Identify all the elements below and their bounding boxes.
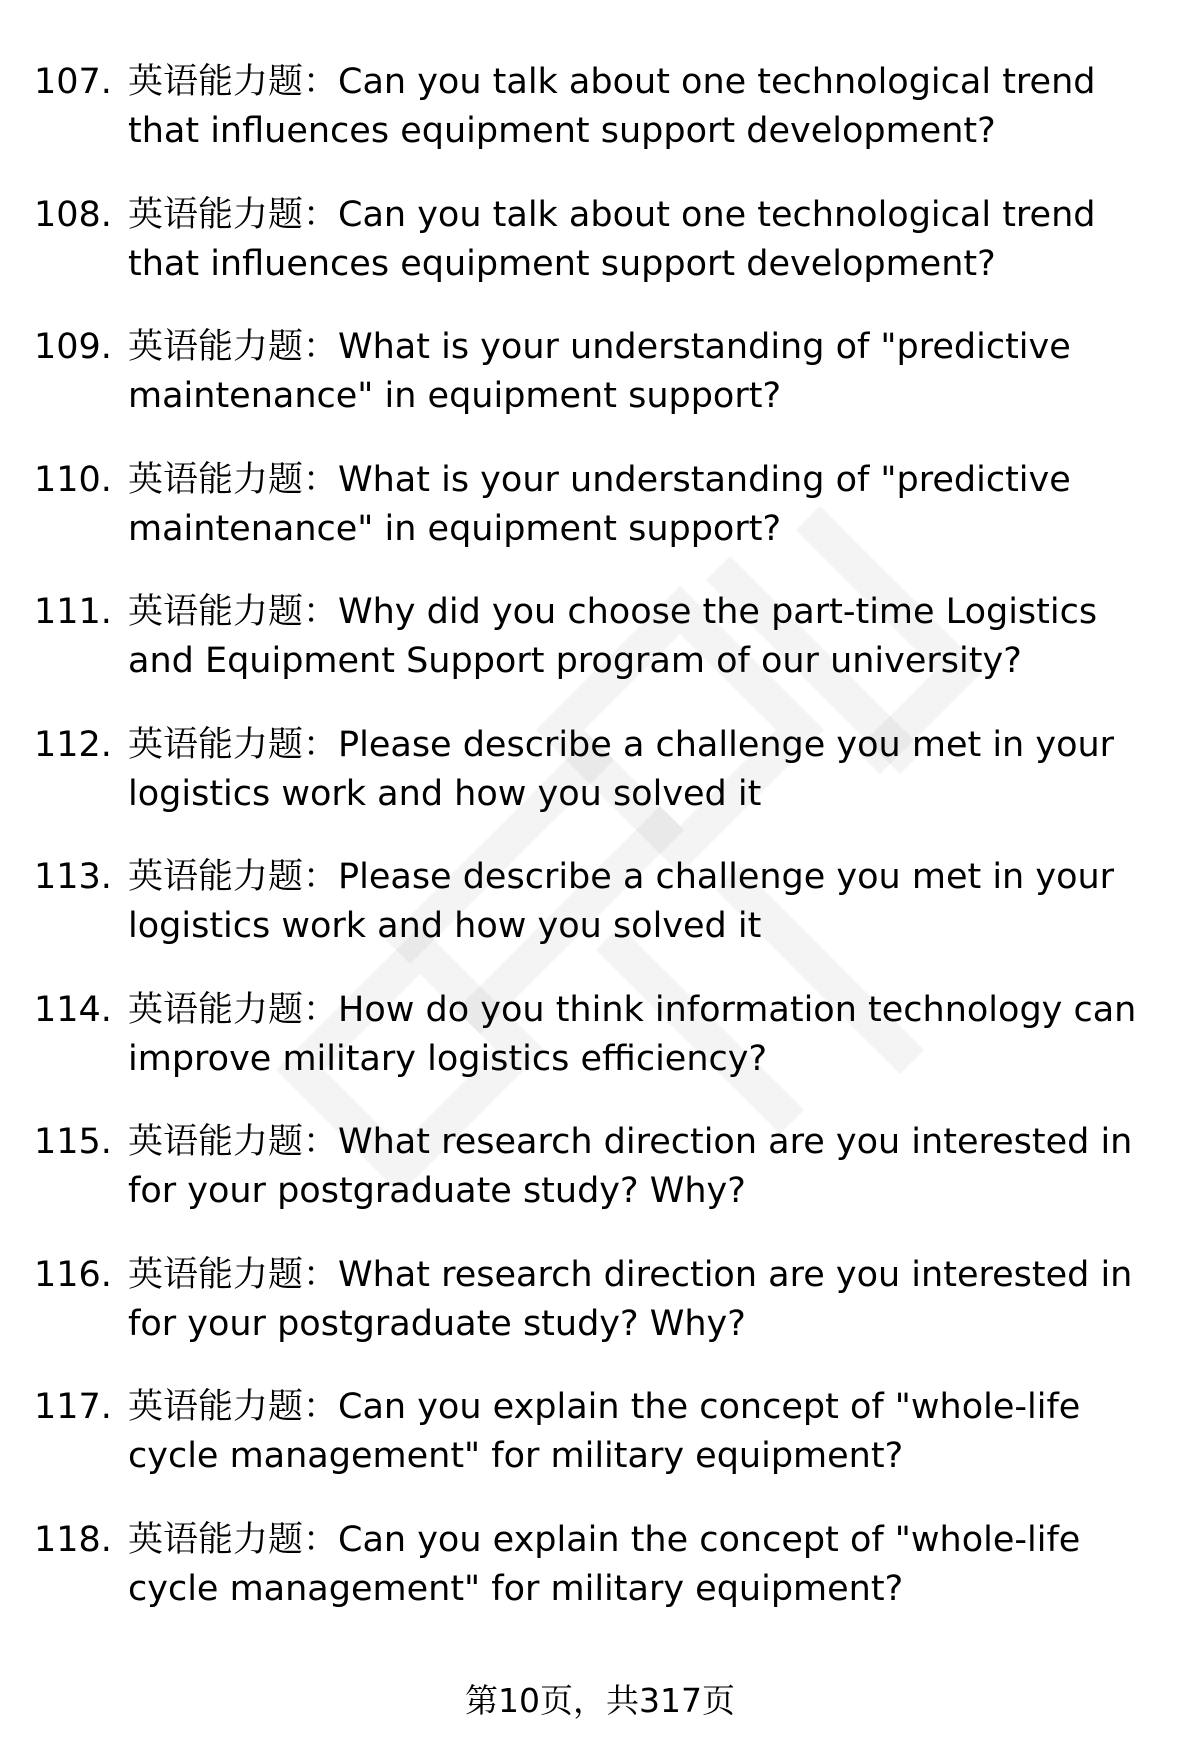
question-item xyxy=(0,1383,1200,1516)
question-text: Please describe a challenge you met in your logistics work and how you solved it xyxy=(128,724,1115,814)
question-text: Can you explain the concept of "whole-life cycle management" for military equipment? xyxy=(128,1519,1081,1609)
question-body xyxy=(128,1118,1173,1216)
question-prefix: 英语能力题： xyxy=(128,857,339,897)
question-body xyxy=(128,986,1173,1084)
question-body xyxy=(128,58,1173,156)
question-list xyxy=(0,58,1200,1648)
question-body xyxy=(128,1516,1173,1614)
question-prefix: 英语能力题： xyxy=(128,1519,339,1560)
question-item xyxy=(0,588,1200,721)
question-number: 116. xyxy=(34,1254,112,1295)
question-number: 112. xyxy=(34,724,112,765)
question-body xyxy=(128,853,1173,951)
question-number: 114. xyxy=(34,989,112,1030)
page-indicator: 第10页，共317页 xyxy=(465,1681,735,1720)
question-body xyxy=(128,1383,1173,1481)
question-number: 113. xyxy=(34,857,112,897)
question-text: Can you talk about one technological trend that influences equipment support development? xyxy=(128,194,1096,284)
question-item xyxy=(0,721,1200,854)
question-item xyxy=(0,986,1200,1119)
question-text: What is your understanding of "predictive maintenance" in equipment support? xyxy=(128,327,1071,416)
question-prefix: 英语能力题： xyxy=(128,592,339,632)
question-item xyxy=(0,853,1200,986)
question-body xyxy=(128,721,1173,819)
question-item xyxy=(0,191,1200,324)
question-item xyxy=(0,323,1200,456)
question-text: Why did you choose the part-time Logistics and Equipment Support program of our university? xyxy=(128,592,1098,681)
question-prefix: 英语能力题： xyxy=(128,194,339,235)
question-item xyxy=(0,1251,1200,1384)
question-text: Please describe a challenge you met in your logistics work and how you solved it xyxy=(128,857,1115,946)
question-text: Can you explain the concept of "whole-life cycle management" for military equipment? xyxy=(128,1387,1081,1476)
question-item xyxy=(0,456,1200,589)
question-number: 115. xyxy=(34,1122,112,1162)
question-item xyxy=(0,58,1200,191)
question-prefix: 英语能力题： xyxy=(128,327,339,367)
question-number: 107. xyxy=(34,62,112,102)
question-number: 109. xyxy=(34,327,112,367)
question-number: 118. xyxy=(34,1519,112,1560)
question-text: How do you think information technology can improve military logistics efficiency? xyxy=(128,989,1137,1079)
question-prefix: 英语能力题： xyxy=(128,62,339,102)
question-prefix: 英语能力题： xyxy=(128,724,339,765)
question-body xyxy=(128,191,1173,289)
question-item xyxy=(0,1118,1200,1251)
question-prefix: 英语能力题： xyxy=(128,1387,339,1427)
question-text: Can you talk about one technological trend that influences equipment support development? xyxy=(128,62,1096,151)
question-body xyxy=(128,456,1173,554)
question-number: 117. xyxy=(34,1387,112,1427)
question-prefix: 英语能力题： xyxy=(128,1122,339,1162)
question-prefix: 英语能力题： xyxy=(128,459,339,500)
question-prefix: 英语能力题： xyxy=(128,989,339,1030)
question-prefix: 英语能力题： xyxy=(128,1254,339,1295)
question-body xyxy=(128,1251,1173,1349)
question-body xyxy=(128,323,1173,421)
question-text: What research direction are you interested in for your postgraduate study? Why? xyxy=(128,1122,1133,1211)
question-number: 111. xyxy=(34,592,112,632)
question-body xyxy=(128,588,1173,686)
question-text: What is your understanding of "predictive maintenance" in equipment support? xyxy=(128,459,1071,549)
question-text: What research direction are you interested in for your postgraduate study? Why? xyxy=(128,1254,1133,1344)
question-number: 110. xyxy=(34,459,112,500)
question-item xyxy=(0,1516,1200,1649)
question-number: 108. xyxy=(34,194,112,235)
